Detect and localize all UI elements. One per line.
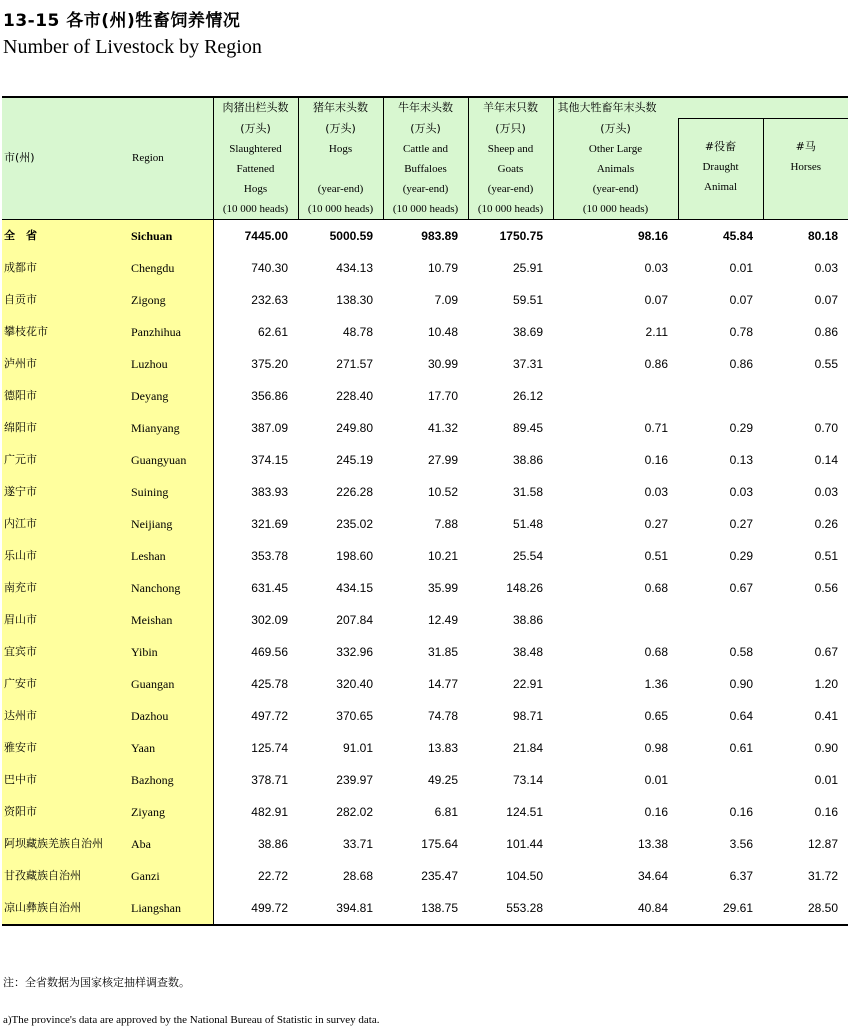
cell-city: 乐山市 xyxy=(2,540,131,572)
cell-slaughtered-hogs: 125.74 xyxy=(251,740,288,755)
cell-region: Meishan xyxy=(131,604,213,636)
table-row xyxy=(2,219,848,252)
cell-region: Neijiang xyxy=(131,508,213,540)
cell-horses: 0.67 xyxy=(814,644,838,659)
cell-city: 遂宁市 xyxy=(2,476,131,508)
cell-slaughtered-hogs: 740.30 xyxy=(251,260,288,275)
cell-sheep: 89.45 xyxy=(512,420,543,435)
cell-hogs: 48.78 xyxy=(342,324,373,339)
cell-horses: 0.01 xyxy=(814,772,838,787)
cell-cattle: 17.70 xyxy=(427,388,458,403)
table-row xyxy=(2,316,848,348)
cell-cattle: 175.64 xyxy=(421,836,458,851)
cell-other-large: 0.98 xyxy=(644,740,668,755)
cell-hogs: 239.97 xyxy=(336,772,373,787)
table-row xyxy=(2,860,848,892)
cell-hogs: 320.40 xyxy=(336,676,373,691)
cell-region: Mianyang xyxy=(131,412,213,444)
header-horses xyxy=(763,119,848,220)
cell-cattle: 983.89 xyxy=(383,219,468,252)
cell-hogs: 434.13 xyxy=(336,260,373,275)
cell-horses: 0.56 xyxy=(814,580,838,595)
cell-other-large xyxy=(553,380,678,412)
livestock-table xyxy=(2,96,848,926)
cell-hogs: 394.81 xyxy=(298,892,383,925)
cell-other-large: 0.71 xyxy=(644,420,668,435)
cell-other-large: 1.36 xyxy=(644,676,668,691)
header-hogs-cn: 猪年末头数 xyxy=(298,97,383,119)
cell-draught: 29.61 xyxy=(678,892,763,925)
table-row xyxy=(2,828,848,860)
cell-horses: 0.55 xyxy=(814,356,838,371)
cell-slaughtered-hogs: 469.56 xyxy=(251,644,288,659)
cell-cattle: 6.81 xyxy=(434,804,458,819)
cell-other-large: 0.68 xyxy=(644,644,668,659)
cell-horses: 0.07 xyxy=(814,292,838,307)
header-cattle-en-1: Cattle and xyxy=(383,139,468,159)
header-draught-en-2: Animal xyxy=(704,181,737,193)
cell-city: 宜宾市 xyxy=(2,636,131,668)
cell-hogs: 282.02 xyxy=(336,804,373,819)
cell-draught: 0.78 xyxy=(729,324,753,339)
cell-city: 眉山市 xyxy=(2,604,131,636)
cell-city: 绵阳市 xyxy=(2,412,131,444)
table-row xyxy=(2,284,848,316)
header-hogs-unit: (万头) xyxy=(298,119,383,139)
table-row xyxy=(2,252,848,284)
cell-horses: 12.87 xyxy=(807,836,838,851)
cell-city: 自贡市 xyxy=(2,284,131,316)
cell-other-large: 0.27 xyxy=(644,516,668,531)
cell-slaughtered-hogs: 378.71 xyxy=(251,772,288,787)
cell-draught: 0.86 xyxy=(729,356,753,371)
cell-other-large: 34.64 xyxy=(637,868,668,883)
cell-horses xyxy=(763,380,848,412)
cell-region: Deyang xyxy=(131,380,213,412)
cell-slaughtered-hogs: 387.09 xyxy=(251,420,288,435)
table-row xyxy=(2,348,848,380)
cell-horses: 0.90 xyxy=(814,740,838,755)
cell-other-large: 0.16 xyxy=(644,452,668,467)
cell-hogs: 370.65 xyxy=(336,708,373,723)
cell-hogs: 249.80 xyxy=(336,420,373,435)
table-row xyxy=(2,380,848,412)
cell-city: 攀枝花市 xyxy=(2,316,131,348)
cell-horses: 80.18 xyxy=(763,219,848,252)
cell-hogs: 235.02 xyxy=(336,516,373,531)
cell-draught: 0.27 xyxy=(729,516,753,531)
header-horses-cn: #马 xyxy=(795,140,816,153)
cell-other-large: 0.16 xyxy=(644,804,668,819)
cell-cattle: 10.52 xyxy=(427,484,458,499)
cell-region: Luzhou xyxy=(131,348,213,380)
table-header xyxy=(2,97,848,219)
header-sheep-en-3: (year-end) xyxy=(468,179,553,199)
cell-draught: 0.58 xyxy=(729,644,753,659)
header-sheep-heads: (10 000 heads) xyxy=(468,199,553,220)
cell-sheep: 73.14 xyxy=(512,772,543,787)
cell-horses: 31.72 xyxy=(807,868,838,883)
cell-draught: 3.56 xyxy=(729,836,753,851)
cell-sheep: 51.48 xyxy=(512,516,543,531)
header-draught xyxy=(678,119,763,220)
cell-draught xyxy=(678,764,763,796)
cell-hogs: 28.68 xyxy=(342,868,373,883)
cell-cattle: 12.49 xyxy=(427,612,458,627)
header-hogs-slaughtered-en-2: Fattened xyxy=(213,159,298,179)
cell-sheep: 38.69 xyxy=(512,324,543,339)
cell-other-large: 98.16 xyxy=(553,219,678,252)
footnote-cn: 注：全省数据为国家核定抽样调查数。 xyxy=(3,976,190,989)
cell-region: Yibin xyxy=(131,636,213,668)
cell-horses: 1.20 xyxy=(814,676,838,691)
cell-city: 成都市 xyxy=(2,252,131,284)
cell-region: Bazhong xyxy=(131,764,213,796)
cell-city: 达州市 xyxy=(2,700,131,732)
cell-city: 甘孜藏族自治州 xyxy=(2,860,131,892)
cell-region: Panzhihua xyxy=(131,316,213,348)
cell-other-large: 0.65 xyxy=(644,708,668,723)
cell-horses: 0.41 xyxy=(814,708,838,723)
cell-city: 雅安市 xyxy=(2,732,131,764)
cell-slaughtered-hogs: 232.63 xyxy=(251,292,288,307)
table-title-cn: 13-15 各市(州)牲畜饲养情况 xyxy=(3,11,241,31)
cell-cattle: 30.99 xyxy=(427,356,458,371)
cell-draught: 0.07 xyxy=(729,292,753,307)
cell-sheep: 124.51 xyxy=(506,804,543,819)
cell-hogs: 271.57 xyxy=(336,356,373,371)
cell-sheep: 38.86 xyxy=(512,612,543,627)
header-hogs-slaughtered-en-1: Slaughtered xyxy=(213,139,298,159)
cell-slaughtered-hogs: 38.86 xyxy=(257,836,288,851)
table-body xyxy=(2,219,848,925)
cell-cattle: 7.09 xyxy=(434,292,458,307)
cell-slaughtered-hogs: 497.72 xyxy=(251,708,288,723)
cell-horses: 28.50 xyxy=(763,892,848,925)
table-row xyxy=(2,732,848,764)
cell-region: Chengdu xyxy=(131,252,213,284)
cell-horses: 0.86 xyxy=(814,324,838,339)
cell-draught: 45.84 xyxy=(678,219,763,252)
header-hogs-slaughtered-cn: 肉猪出栏头数 xyxy=(213,97,298,119)
cell-horses: 0.14 xyxy=(814,452,838,467)
cell-cattle: 235.47 xyxy=(421,868,458,883)
header-hogs-slaughtered-unit: (万头) xyxy=(213,119,298,139)
cell-hogs: 5000.59 xyxy=(298,219,383,252)
header-draught-cn: #役畜 xyxy=(704,140,737,153)
cell-draught: 0.61 xyxy=(729,740,753,755)
cell-cattle: 31.85 xyxy=(427,644,458,659)
cell-draught: 6.37 xyxy=(729,868,753,883)
table-row xyxy=(2,764,848,796)
cell-slaughtered-hogs: 353.78 xyxy=(251,548,288,563)
cell-region: Zigong xyxy=(131,284,213,316)
cell-city: 广安市 xyxy=(2,668,131,700)
cell-cattle: 10.21 xyxy=(427,548,458,563)
cell-hogs: 226.28 xyxy=(336,484,373,499)
header-sheep-en-2: Goats xyxy=(468,159,553,179)
cell-region: Guangyuan xyxy=(131,444,213,476)
cell-region: Guangan xyxy=(131,668,213,700)
cell-sheep: 38.48 xyxy=(512,644,543,659)
cell-draught xyxy=(678,604,763,636)
cell-region: Sichuan xyxy=(131,219,213,252)
table-row xyxy=(2,412,848,444)
cell-slaughtered-hogs: 375.20 xyxy=(251,356,288,371)
header-hogs-en-3: (year-end) xyxy=(298,179,383,199)
cell-hogs: 91.01 xyxy=(342,740,373,755)
cell-city: 巴中市 xyxy=(2,764,131,796)
header-draught-en-1: Draught xyxy=(702,161,739,173)
cell-draught: 0.16 xyxy=(729,804,753,819)
cell-cattle: 14.77 xyxy=(427,676,458,691)
cell-cattle: 35.99 xyxy=(427,580,458,595)
cell-slaughtered-hogs: 631.45 xyxy=(251,580,288,595)
cell-other-large: 2.11 xyxy=(645,324,668,339)
table-row xyxy=(2,476,848,508)
cell-region: Dazhou xyxy=(131,700,213,732)
header-other-large-unit: (万头) xyxy=(553,119,678,139)
cell-city: 阿坝藏族羌族自治州 xyxy=(2,828,131,860)
cell-draught: 0.64 xyxy=(729,708,753,723)
cell-cattle: 49.25 xyxy=(427,772,458,787)
cell-draught xyxy=(678,380,763,412)
header-sheep-cn: 羊年末只数 xyxy=(468,97,553,119)
cell-hogs: 434.15 xyxy=(336,580,373,595)
cell-other-large: 0.68 xyxy=(644,580,668,595)
cell-sheep: 37.31 xyxy=(512,356,543,371)
table-row xyxy=(2,636,848,668)
cell-slaughtered-hogs: 425.78 xyxy=(251,676,288,691)
cell-region: Ganzi xyxy=(131,860,213,892)
cell-city: 泸州市 xyxy=(2,348,131,380)
cell-hogs: 198.60 xyxy=(336,548,373,563)
cell-slaughtered-hogs: 482.91 xyxy=(251,804,288,819)
table-row xyxy=(2,796,848,828)
cell-draught: 0.67 xyxy=(729,580,753,595)
cell-horses xyxy=(763,604,848,636)
cell-cattle: 10.79 xyxy=(427,260,458,275)
cell-hogs: 138.30 xyxy=(336,292,373,307)
cell-cattle: 27.99 xyxy=(427,452,458,467)
footnote-en: a)The province's data are approved by the National Bureau of Statistic in survey data. xyxy=(3,1014,380,1026)
cell-hogs: 33.71 xyxy=(342,836,373,851)
header-hogs-en-2 xyxy=(298,159,383,179)
cell-hogs: 332.96 xyxy=(336,644,373,659)
cell-cattle: 13.83 xyxy=(427,740,458,755)
cell-sheep: 553.28 xyxy=(468,892,553,925)
cell-draught: 0.01 xyxy=(729,260,753,275)
table-row xyxy=(2,444,848,476)
cell-hogs: 228.40 xyxy=(336,388,373,403)
table-row xyxy=(2,508,848,540)
header-cattle-cn: 牛年末头数 xyxy=(383,97,468,119)
cell-region: Liangshan xyxy=(131,892,213,925)
cell-sheep: 22.91 xyxy=(512,676,543,691)
cell-cattle: 41.32 xyxy=(427,420,458,435)
cell-other-large: 40.84 xyxy=(553,892,678,925)
cell-sheep: 38.86 xyxy=(512,452,543,467)
cell-region: Nanchong xyxy=(131,572,213,604)
cell-city: 资阳市 xyxy=(2,796,131,828)
cell-sheep: 31.58 xyxy=(512,484,543,499)
cell-sheep: 59.51 xyxy=(512,292,543,307)
cell-hogs: 207.84 xyxy=(336,612,373,627)
header-other-large-en-2: Animals xyxy=(553,159,678,179)
cell-sheep: 104.50 xyxy=(506,868,543,883)
cell-other-large: 0.07 xyxy=(644,292,668,307)
cell-cattle: 10.48 xyxy=(427,324,458,339)
cell-slaughtered-hogs: 499.72 xyxy=(213,892,298,925)
table-row xyxy=(2,700,848,732)
cell-sheep: 26.12 xyxy=(512,388,543,403)
cell-draught: 0.29 xyxy=(729,420,753,435)
cell-region: Suining xyxy=(131,476,213,508)
cell-hogs: 245.19 xyxy=(336,452,373,467)
header-other-large-cn: 其他大牲畜年末头数 xyxy=(553,97,848,119)
table-row xyxy=(2,572,848,604)
cell-slaughtered-hogs: 302.09 xyxy=(251,612,288,627)
cell-city: 内江市 xyxy=(2,508,131,540)
table-title-en: Number of Livestock by Region xyxy=(3,36,262,58)
header-sheep-unit: (万只) xyxy=(468,119,553,139)
cell-draught: 0.03 xyxy=(729,484,753,499)
header-hogs-slaughtered-heads: (10 000 heads) xyxy=(213,199,298,220)
cell-sheep: 98.71 xyxy=(512,708,543,723)
cell-slaughtered-hogs: 62.61 xyxy=(257,324,288,339)
cell-sheep: 21.84 xyxy=(512,740,543,755)
cell-region: Ziyang xyxy=(131,796,213,828)
cell-city: 凉山彝族自治州 xyxy=(2,892,131,925)
header-city: 市(州) xyxy=(4,151,35,164)
cell-city: 南充市 xyxy=(2,572,131,604)
cell-cattle: 7.88 xyxy=(434,516,458,531)
table-row xyxy=(2,668,848,700)
cell-city: 广元市 xyxy=(2,444,131,476)
header-hogs-slaughtered-en-3: Hogs xyxy=(213,179,298,199)
cell-slaughtered-hogs: 7445.00 xyxy=(213,219,298,252)
cell-horses: 0.26 xyxy=(814,516,838,531)
header-cattle-heads: (10 000 heads) xyxy=(383,199,468,220)
cell-slaughtered-hogs: 374.15 xyxy=(251,452,288,467)
cell-slaughtered-hogs: 22.72 xyxy=(257,868,288,883)
cell-cattle: 74.78 xyxy=(427,708,458,723)
cell-horses: 0.03 xyxy=(814,484,838,499)
header-other-large-en-3: (year-end) xyxy=(553,179,678,199)
cell-sheep: 1750.75 xyxy=(468,219,553,252)
cell-slaughtered-hogs: 321.69 xyxy=(251,516,288,531)
header-other-large-en-1: Other Large xyxy=(553,139,678,159)
cell-sheep: 148.26 xyxy=(506,580,543,595)
cell-slaughtered-hogs: 383.93 xyxy=(251,484,288,499)
cell-other-large xyxy=(553,604,678,636)
cell-horses: 0.16 xyxy=(814,804,838,819)
header-hogs-heads: (10 000 heads) xyxy=(298,199,383,220)
cell-cattle: 138.75 xyxy=(383,892,468,925)
cell-sheep: 101.44 xyxy=(506,836,543,851)
table-row xyxy=(2,540,848,572)
header-region: Region xyxy=(132,152,164,164)
cell-region: Yaan xyxy=(131,732,213,764)
header-city-region xyxy=(2,97,213,219)
cell-horses: 0.70 xyxy=(814,420,838,435)
cell-slaughtered-hogs: 356.86 xyxy=(251,388,288,403)
header-other-large-heads: (10 000 heads) xyxy=(553,199,678,220)
cell-draught: 0.29 xyxy=(729,548,753,563)
header-cattle-en-3: (year-end) xyxy=(383,179,468,199)
header-horses-en: Horses xyxy=(790,161,822,173)
cell-sheep: 25.91 xyxy=(512,260,543,275)
cell-other-large: 0.01 xyxy=(644,772,668,787)
cell-horses: 0.03 xyxy=(814,260,838,275)
cell-draught: 0.13 xyxy=(729,452,753,467)
cell-other-large: 0.03 xyxy=(644,484,668,499)
cell-draught: 0.90 xyxy=(729,676,753,691)
cell-other-large: 0.86 xyxy=(644,356,668,371)
cell-city: 全 省 xyxy=(2,219,131,252)
cell-region: Leshan xyxy=(131,540,213,572)
cell-horses: 0.51 xyxy=(814,548,838,563)
header-sheep-en-1: Sheep and xyxy=(468,139,553,159)
header-cattle-unit: (万头) xyxy=(383,119,468,139)
cell-sheep: 25.54 xyxy=(512,548,543,563)
table-row xyxy=(2,892,848,925)
cell-other-large: 0.51 xyxy=(644,548,668,563)
cell-other-large: 13.38 xyxy=(637,836,668,851)
cell-other-large: 0.03 xyxy=(644,260,668,275)
cell-region: Aba xyxy=(131,828,213,860)
header-cattle-en-2: Buffaloes xyxy=(383,159,468,179)
table-row xyxy=(2,604,848,636)
cell-city: 德阳市 xyxy=(2,380,131,412)
header-hogs-en-1: Hogs xyxy=(298,139,383,159)
